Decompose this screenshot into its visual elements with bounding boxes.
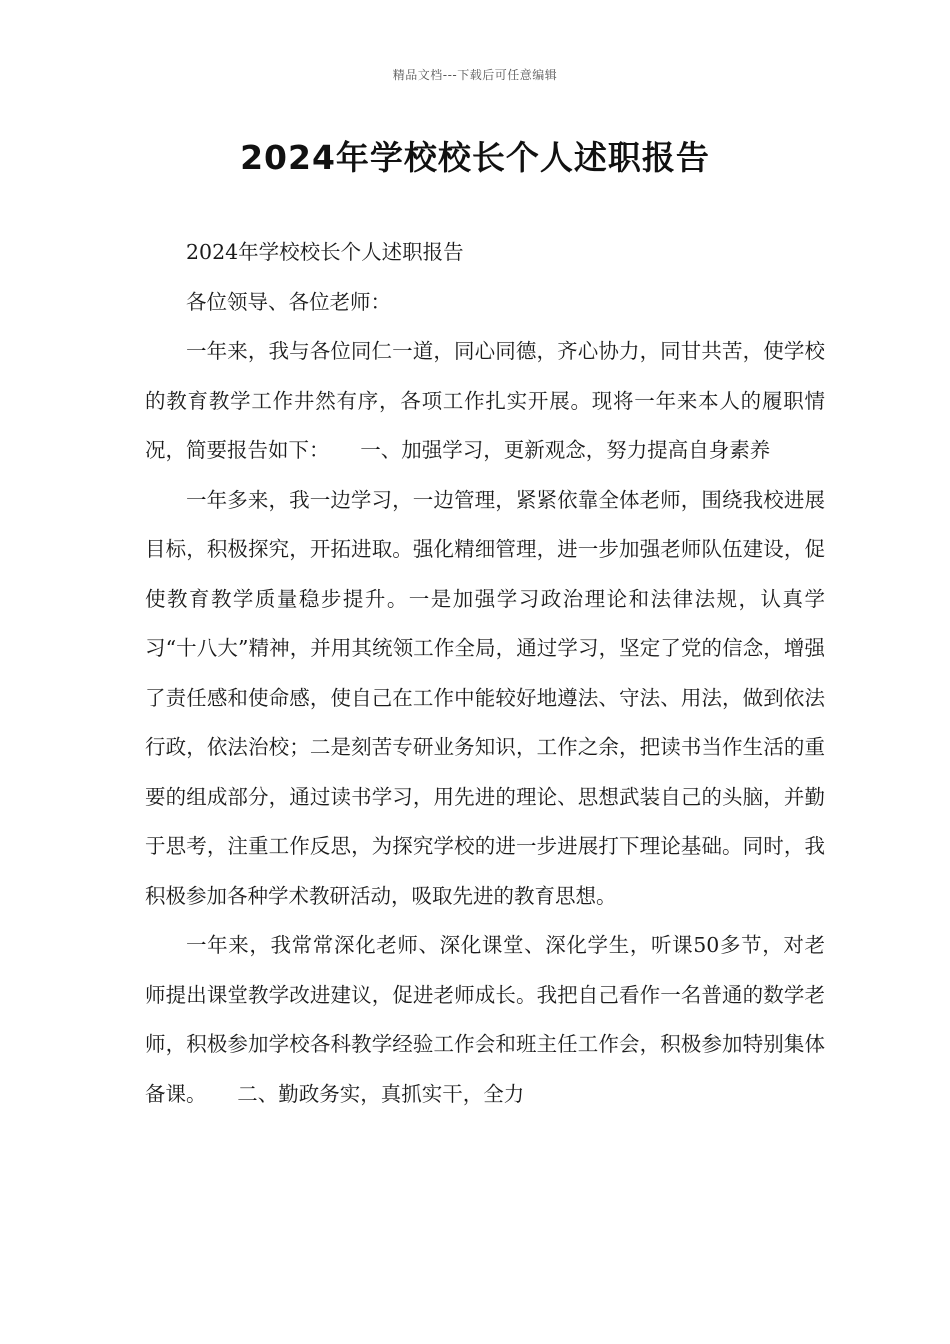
document-body [145, 228, 825, 1119]
header-note: 精品文档---下载后可任意编辑 [392, 68, 558, 82]
paragraph-salutation: 各位领导、各位老师： [186, 289, 391, 314]
paragraph-intro: 一年来，我与各位同仁一道，同心同德，齐心协力，同甘共苦，使学校的教育教学工作井然有序，各项工作扎实开展。现将一年来本人的履职情况，简要报告如下： 一、加强学习，更新观念，努力提高自身素养 [145, 339, 825, 462]
paragraph-teaching: 一年来，我常常深化老师、深化课堂、深化学生，听课50多节，对老师提出课堂教学改进建议，促进老师成长。我把自己看作一名普通的数学老师，积极参加学校各科教学经验工作会和班主任工作会，积极参加特别集体备课。 二、勤政务实，真抓实干，全力 [145, 933, 825, 1106]
page-title: 2024年学校校长个人述职报告 [240, 138, 710, 177]
paragraph-subtitle: 2024年学校校长个人述职报告 [186, 240, 464, 264]
paragraph-learning: 一年多来，我一边学习，一边管理，紧紧依靠全体老师，围绕我校进展目标，积极探究，开拓进取。强化精细管理，进一步加强老师队伍建设，促使教育教学质量稳步提升。一是加强学习政治理论和法律法规，认真学习“十八大”精神，并用其统领工作全局，通过学习，坚定了党的信念，增强了责任感和使命感，使自己在工作中能较好地遵法、守法、用法，做到依法行政，依法治校；二是刻苦专研业务知识，工作之余，把读书当作生活的重要的组成部分，通过读书学习，用先进的理论、思想武装自己的头脑，并勤于思考，注重工作反思，为探究学校的进一步进展打下理论基础。同时，我积极参加各种学术教研活动，吸取先进的教育思想。 [145, 487, 825, 908]
